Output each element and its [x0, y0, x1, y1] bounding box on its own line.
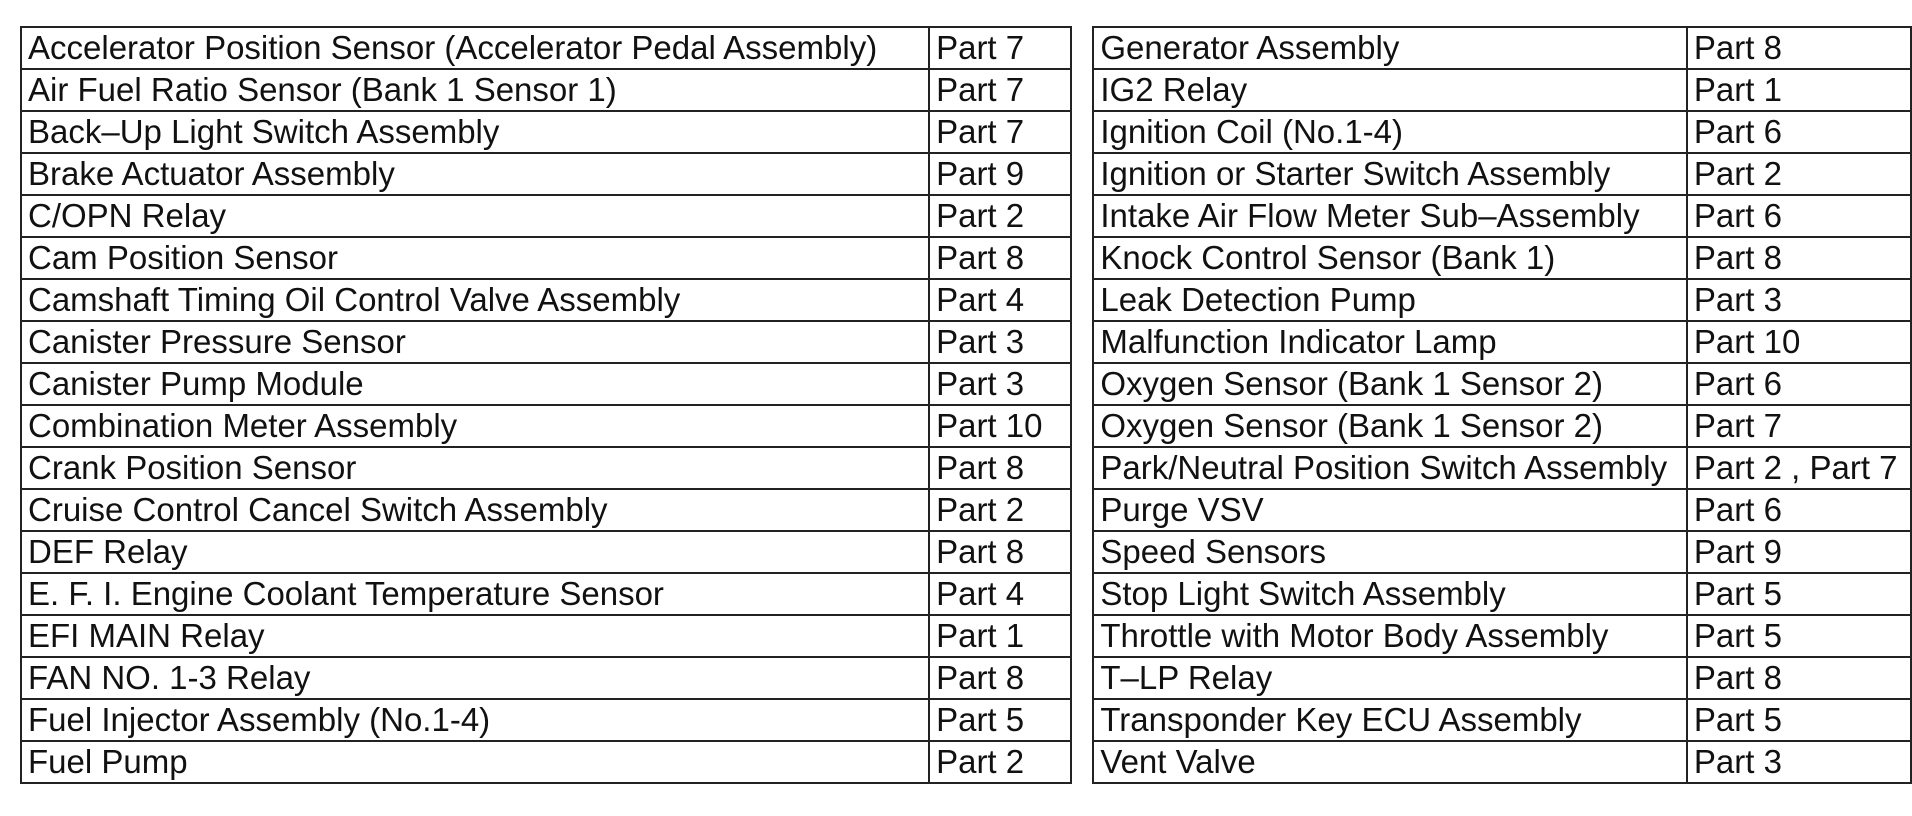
- right-component-cell: Ignition or Starter Switch Assembly: [1093, 153, 1687, 195]
- right-component-cell: Park/Neutral Position Switch Assembly: [1093, 447, 1687, 489]
- left-component-cell: Brake Actuator Assembly: [21, 153, 929, 195]
- right-component-cell: Malfunction Indicator Lamp: [1093, 321, 1687, 363]
- right-component-cell: Purge VSV: [1093, 489, 1687, 531]
- table-row: [21, 741, 1911, 783]
- right-part-cell: Part 5: [1687, 615, 1911, 657]
- table-row: [21, 573, 1911, 615]
- left-component-cell: Camshaft Timing Oil Control Valve Assembly: [21, 279, 929, 321]
- left-component-cell: E. F. I. Engine Coolant Temperature Sensor: [21, 573, 929, 615]
- right-part-cell: Part 6: [1687, 363, 1911, 405]
- right-component-cell: Stop Light Switch Assembly: [1093, 573, 1687, 615]
- left-part-cell: Part 2: [929, 195, 1071, 237]
- table-row: [21, 321, 1911, 363]
- left-part-cell: Part 7: [929, 27, 1071, 69]
- left-component-cell: Canister Pressure Sensor: [21, 321, 929, 363]
- right-component-cell: IG2 Relay: [1093, 69, 1687, 111]
- left-part-cell: Part 8: [929, 447, 1071, 489]
- column-gap: [1071, 405, 1093, 447]
- right-component-cell: Throttle with Motor Body Assembly: [1093, 615, 1687, 657]
- left-part-cell: Part 3: [929, 321, 1071, 363]
- right-component-cell: Intake Air Flow Meter Sub–Assembly: [1093, 195, 1687, 237]
- left-part-cell: Part 5: [929, 699, 1071, 741]
- table-row: [21, 237, 1911, 279]
- left-part-cell: Part 7: [929, 111, 1071, 153]
- left-part-cell: Part 4: [929, 279, 1071, 321]
- left-component-cell: EFI MAIN Relay: [21, 615, 929, 657]
- right-component-cell: Knock Control Sensor (Bank 1): [1093, 237, 1687, 279]
- right-component-cell: Vent Valve: [1093, 741, 1687, 783]
- right-part-cell: Part 3: [1687, 279, 1911, 321]
- table-row: [21, 363, 1911, 405]
- left-part-cell: Part 8: [929, 237, 1071, 279]
- right-part-cell: Part 7: [1687, 405, 1911, 447]
- left-component-cell: Accelerator Position Sensor (Accelerator Pedal Assembly): [21, 27, 929, 69]
- column-gap: [1071, 447, 1093, 489]
- left-component-cell: FAN NO. 1-3 Relay: [21, 657, 929, 699]
- right-part-cell: Part 3: [1687, 741, 1911, 783]
- right-component-cell: Speed Sensors: [1093, 531, 1687, 573]
- table-row: [21, 153, 1911, 195]
- right-part-cell: Part 6: [1687, 489, 1911, 531]
- left-part-cell: Part 3: [929, 363, 1071, 405]
- left-part-cell: Part 4: [929, 573, 1071, 615]
- left-part-cell: Part 8: [929, 657, 1071, 699]
- left-component-cell: Cam Position Sensor: [21, 237, 929, 279]
- right-part-cell: Part 5: [1687, 699, 1911, 741]
- left-component-cell: C/OPN Relay: [21, 195, 929, 237]
- table-row: [21, 195, 1911, 237]
- table-row: [21, 489, 1911, 531]
- right-component-cell: Oxygen Sensor (Bank 1 Sensor 2): [1093, 363, 1687, 405]
- column-gap: [1071, 237, 1093, 279]
- right-part-cell: Part 8: [1687, 237, 1911, 279]
- right-part-cell: Part 2 , Part 7: [1687, 447, 1911, 489]
- left-part-cell: Part 2: [929, 741, 1071, 783]
- left-component-cell: DEF Relay: [21, 531, 929, 573]
- table-row: [21, 27, 1911, 69]
- column-gap: [1071, 279, 1093, 321]
- right-part-cell: Part 6: [1687, 195, 1911, 237]
- right-part-cell: Part 6: [1687, 111, 1911, 153]
- table-row: [21, 69, 1911, 111]
- column-gap: [1071, 153, 1093, 195]
- left-part-cell: Part 10: [929, 405, 1071, 447]
- right-part-cell: Part 8: [1687, 657, 1911, 699]
- table-row: [21, 405, 1911, 447]
- right-part-cell: Part 10: [1687, 321, 1911, 363]
- left-component-cell: Air Fuel Ratio Sensor (Bank 1 Sensor 1): [21, 69, 929, 111]
- table-row: [21, 699, 1911, 741]
- left-component-cell: Fuel Injector Assembly (No.1-4): [21, 699, 929, 741]
- table-row: [21, 111, 1911, 153]
- right-part-cell: Part 5: [1687, 573, 1911, 615]
- right-component-cell: Oxygen Sensor (Bank 1 Sensor 2): [1093, 405, 1687, 447]
- left-part-cell: Part 1: [929, 615, 1071, 657]
- column-gap: [1071, 363, 1093, 405]
- left-component-cell: Canister Pump Module: [21, 363, 929, 405]
- column-gap: [1071, 573, 1093, 615]
- right-part-cell: Part 1: [1687, 69, 1911, 111]
- table-row: [21, 615, 1911, 657]
- left-component-cell: Combination Meter Assembly: [21, 405, 929, 447]
- column-gap: [1071, 69, 1093, 111]
- right-component-cell: Generator Assembly: [1093, 27, 1687, 69]
- column-gap: [1071, 195, 1093, 237]
- column-gap: [1071, 111, 1093, 153]
- right-component-cell: Leak Detection Pump: [1093, 279, 1687, 321]
- right-component-cell: T–LP Relay: [1093, 657, 1687, 699]
- column-gap: [1071, 321, 1093, 363]
- table-body: [21, 27, 1911, 783]
- left-part-cell: Part 2: [929, 489, 1071, 531]
- left-component-cell: Cruise Control Cancel Switch Assembly: [21, 489, 929, 531]
- table-row: [21, 657, 1911, 699]
- left-component-cell: Crank Position Sensor: [21, 447, 929, 489]
- left-part-cell: Part 7: [929, 69, 1071, 111]
- column-gap: [1071, 489, 1093, 531]
- column-gap: [1071, 615, 1093, 657]
- table-row: [21, 531, 1911, 573]
- left-part-cell: Part 9: [929, 153, 1071, 195]
- column-gap: [1071, 699, 1093, 741]
- right-part-cell: Part 8: [1687, 27, 1911, 69]
- column-gap: [1071, 741, 1093, 783]
- right-component-cell: Transponder Key ECU Assembly: [1093, 699, 1687, 741]
- left-component-cell: Back–Up Light Switch Assembly: [21, 111, 929, 153]
- column-gap: [1071, 531, 1093, 573]
- left-part-cell: Part 8: [929, 531, 1071, 573]
- column-gap: [1071, 27, 1093, 69]
- left-component-cell: Fuel Pump: [21, 741, 929, 783]
- component-location-table: [20, 26, 1912, 784]
- right-part-cell: Part 9: [1687, 531, 1911, 573]
- right-component-cell: Ignition Coil (No.1-4): [1093, 111, 1687, 153]
- right-part-cell: Part 2: [1687, 153, 1911, 195]
- table-row: [21, 447, 1911, 489]
- table-row: [21, 279, 1911, 321]
- column-gap: [1071, 657, 1093, 699]
